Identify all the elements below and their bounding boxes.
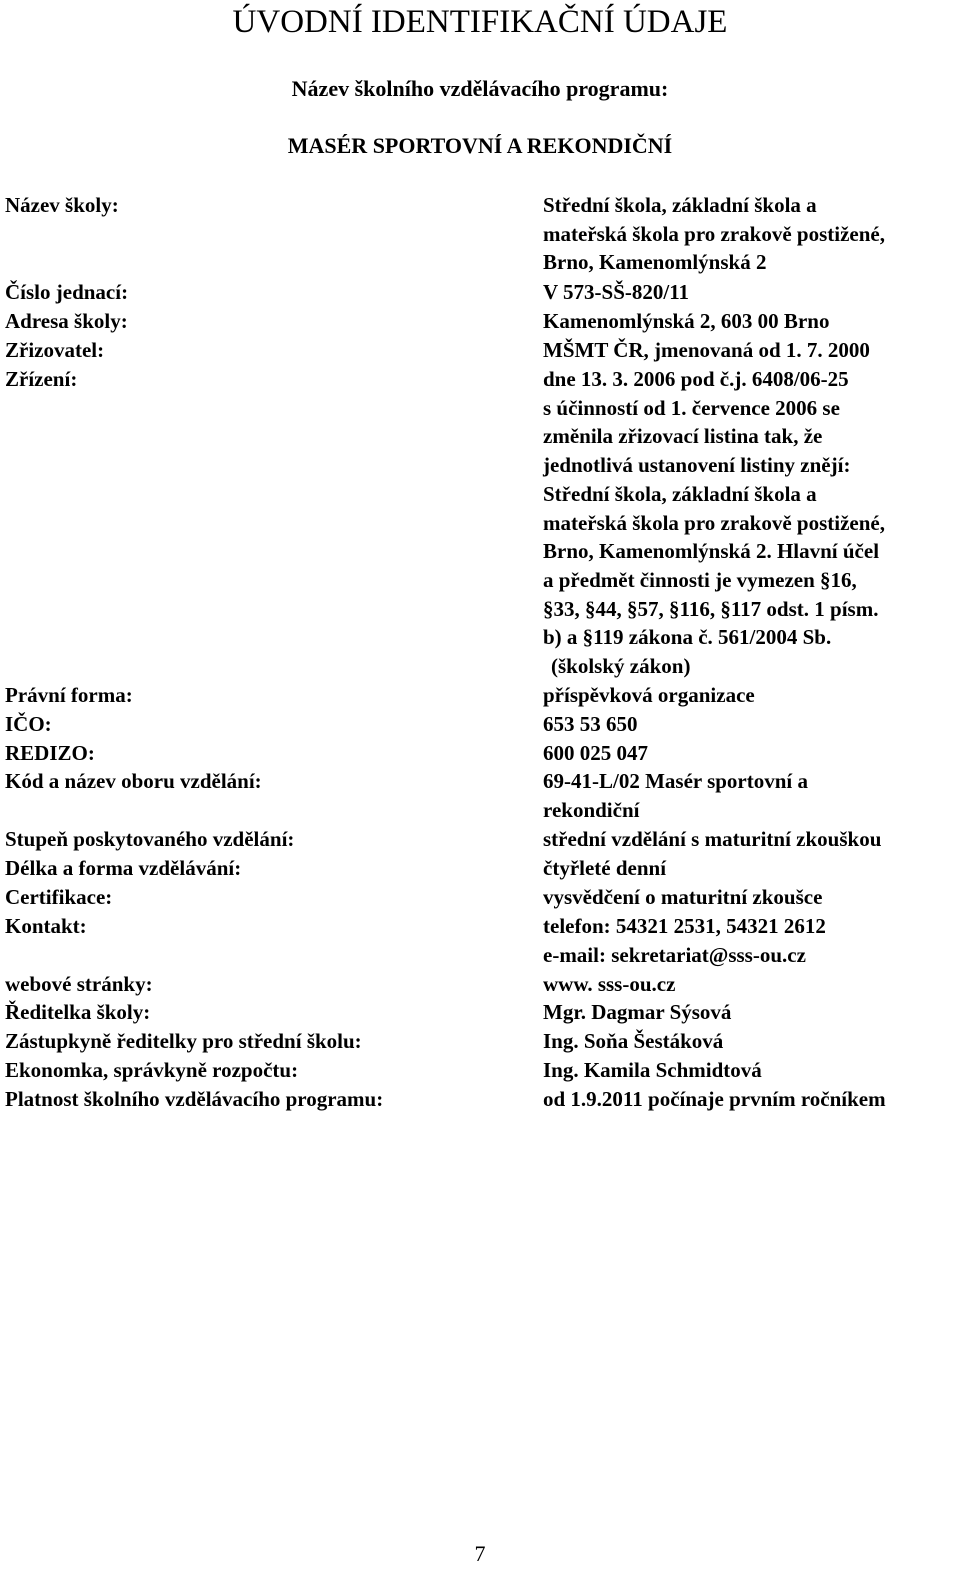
field-value <box>543 710 960 739</box>
field-value <box>543 767 960 824</box>
website-url: www. sss-ou.cz <box>543 972 676 996</box>
value-line: příspěvková organizace <box>543 683 755 707</box>
value-line: Střední škola, základní škola a <box>543 193 817 217</box>
field-label: Zástupkyně ředitelky pro střední školu: <box>5 1029 362 1053</box>
value-line: mateřská škola pro zrakově postižené, <box>543 221 885 246</box>
field-label: Ředitelka školy: <box>5 1000 151 1024</box>
field-label: Certifikace: <box>5 885 113 909</box>
field-label: Zřizovatel: <box>5 338 105 362</box>
value-line: dne 13. 3. 2006 pod č.j. 6408/06-25 <box>543 367 849 391</box>
contact-email: e-mail: sekretariat@sss-ou.cz <box>543 942 806 967</box>
value-line: od 1.9.2011 počínaje prvním ročníkem <box>543 1087 886 1111</box>
field-value <box>543 883 960 912</box>
field-value <box>543 278 960 307</box>
field-value <box>543 336 960 365</box>
value-line: změnila zřizovací listina tak, že <box>543 424 823 449</box>
contact-phone: telefon: 54321 2531, 54321 2612 <box>543 914 826 938</box>
value-line: mateřská škola pro zrakově postižené, <box>543 510 885 535</box>
field-label: Zřízení: <box>5 367 78 391</box>
value-line: 653 53 650 <box>543 712 638 736</box>
field-label: Kód a název oboru vzdělání: <box>5 769 262 793</box>
field-label: Ekonomka, správkyně rozpočtu: <box>5 1058 299 1082</box>
value-line: Ing. Soňa Šestáková <box>543 1029 724 1053</box>
field-value <box>543 307 960 336</box>
program-name: MASÉR SPORTOVNÍ A REKONDIČNÍ <box>287 133 673 158</box>
value-line: Mgr. Dagmar Sýsová <box>543 1000 732 1024</box>
value-line: čtyřleté denní <box>543 856 667 880</box>
field-value <box>543 825 960 854</box>
value-line: střední vzdělání s maturitní zkouškou <box>543 827 882 851</box>
field-label: Právní forma: <box>5 683 133 707</box>
field-value <box>543 854 960 883</box>
value-line: rekondiční <box>543 797 640 822</box>
field-value <box>543 912 960 969</box>
program-label: Název školního vzdělávacího programu: <box>291 76 669 101</box>
value-line: Kamenomlýnská 2, 603 00 Brno <box>543 309 830 333</box>
value-line: §33, §44, §57, §116, §117 odst. 1 písm. <box>543 596 879 621</box>
field-value <box>543 1027 960 1056</box>
field-value <box>543 998 960 1027</box>
field-value <box>543 191 960 277</box>
field-label: Platnost školního vzdělávacího programu: <box>5 1087 384 1111</box>
field-label: Kontakt: <box>5 914 87 938</box>
value-line: 69-41-L/02 Masér sportovní a <box>543 769 809 793</box>
value-line: 600 025 047 <box>543 741 648 765</box>
value-line: Ing. Kamila Schmidtová <box>543 1058 762 1082</box>
field-value <box>543 1085 960 1114</box>
value-line: Střední škola, základní škola a <box>543 481 817 506</box>
value-line: MŠMT ČR, jmenovaná od 1. 7. 2000 <box>543 338 870 362</box>
value-line: V 573-SŠ-820/11 <box>543 280 690 304</box>
field-value <box>543 365 960 681</box>
field-label: webové stránky: <box>5 972 153 996</box>
field-label: Délka a forma vzdělávání: <box>5 856 242 880</box>
value-line: b) a §119 zákona č. 561/2004 Sb. <box>543 625 832 650</box>
field-label: Adresa školy: <box>5 309 128 333</box>
value-line: (školský zákon) <box>551 654 691 679</box>
page-number: 7 <box>474 1541 486 1566</box>
field-value <box>543 681 960 710</box>
field-label: IČO: <box>5 712 52 736</box>
field-label: Název školy: <box>5 193 119 217</box>
page-title: ÚVODNÍ IDENTIFIKAČNÍ ÚDAJE <box>232 4 728 40</box>
value-line: a předmět činnosti je vymezen §16, <box>543 567 857 592</box>
field-value <box>543 1056 960 1085</box>
value-line: vysvědčení o maturitní zkoušce <box>543 885 823 909</box>
value-line: Brno, Kamenomlýnská 2. Hlavní účel <box>543 539 880 564</box>
value-line: s účinností od 1. července 2006 se <box>543 395 840 420</box>
field-value <box>543 970 960 999</box>
field-label: Stupeň poskytovaného vzdělání: <box>5 827 295 851</box>
field-value <box>543 739 960 768</box>
value-line: jednotlivá ustanovení listiny znějí: <box>543 453 851 478</box>
field-label: REDIZO: <box>5 741 95 765</box>
field-label: Číslo jednací: <box>5 280 129 304</box>
value-line: Brno, Kamenomlýnská 2 <box>543 250 767 275</box>
